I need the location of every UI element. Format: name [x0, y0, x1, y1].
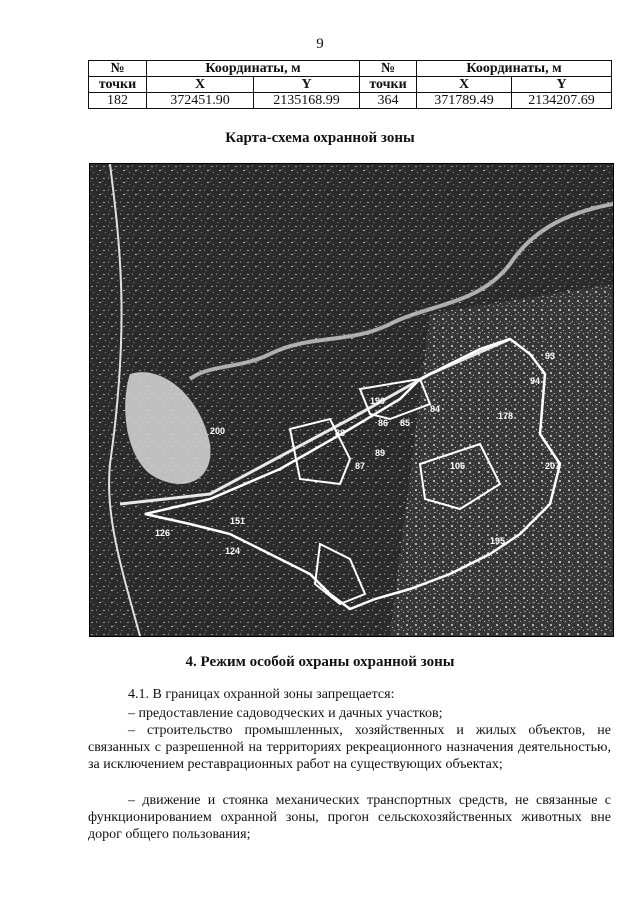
paragraph: – строительство промышленных, хозяйственных и жилых объектов, не связанных с разрешенной на территориях рекреационного назначения деятельностью, за исключением реставрационных работ на существующих объектах; [88, 723, 611, 772]
map-label: 87 [355, 461, 366, 471]
table-row [89, 93, 612, 109]
map-label: 151 [230, 516, 246, 526]
page-number: 9 [316, 36, 324, 52]
map-image [90, 164, 613, 636]
map-label: 178 [498, 411, 514, 421]
coordinates-table [88, 60, 612, 109]
map-label: 126 [155, 528, 171, 538]
map-title: Карта-схема охранной зоны [225, 130, 415, 146]
map-label: 124 [225, 546, 241, 556]
table-cell: 372451.90 [147, 93, 254, 109]
header-point: точки [89, 77, 147, 93]
header-coordinates: Координаты, м [417, 61, 612, 77]
map-label: 89 [375, 448, 386, 458]
map-label: 93 [545, 351, 556, 361]
map-label: 200 [210, 426, 226, 436]
table-cell: 2135168.99 [254, 93, 360, 109]
map-label: 84 [430, 404, 441, 414]
header-x: X [417, 77, 512, 93]
table-cell: 371789.49 [417, 93, 512, 109]
map-label: 88 [335, 428, 346, 438]
table-cell: 182 [89, 93, 147, 109]
protection-zone-map [89, 163, 614, 637]
map-label: 190 [370, 396, 386, 406]
map-label: 195 [490, 536, 506, 546]
header-coordinates: Координаты, м [147, 61, 360, 77]
paragraph: 4.1. В границах охранной зоны запрещается: [128, 687, 395, 702]
header-y: Y [512, 77, 612, 93]
header-point: точки [360, 77, 417, 93]
map-label: 207 [545, 461, 561, 471]
map-label: 86 [378, 418, 389, 428]
table-subheader-row [89, 77, 612, 93]
header-number: № [89, 61, 147, 77]
header-number: № [360, 61, 417, 77]
paragraph: – движение и стоянка механических транспортных средств, не связанные с функционированием охранной зоны, прогон сельскохозяйственных животных вне дорог общего пользования; [88, 793, 611, 842]
table-header-row [89, 61, 612, 77]
map-label: 94 [530, 376, 541, 386]
paragraph: – предоставление садоводческих и дачных участков; [128, 706, 443, 721]
section-title: 4. Режим особой охраны охранной зоны [185, 654, 455, 670]
header-y: Y [254, 77, 360, 93]
map-label: 106 [450, 461, 466, 471]
map-label: 85 [400, 418, 411, 428]
table-cell: 364 [360, 93, 417, 109]
header-x: X [147, 77, 254, 93]
table-cell: 2134207.69 [512, 93, 612, 109]
